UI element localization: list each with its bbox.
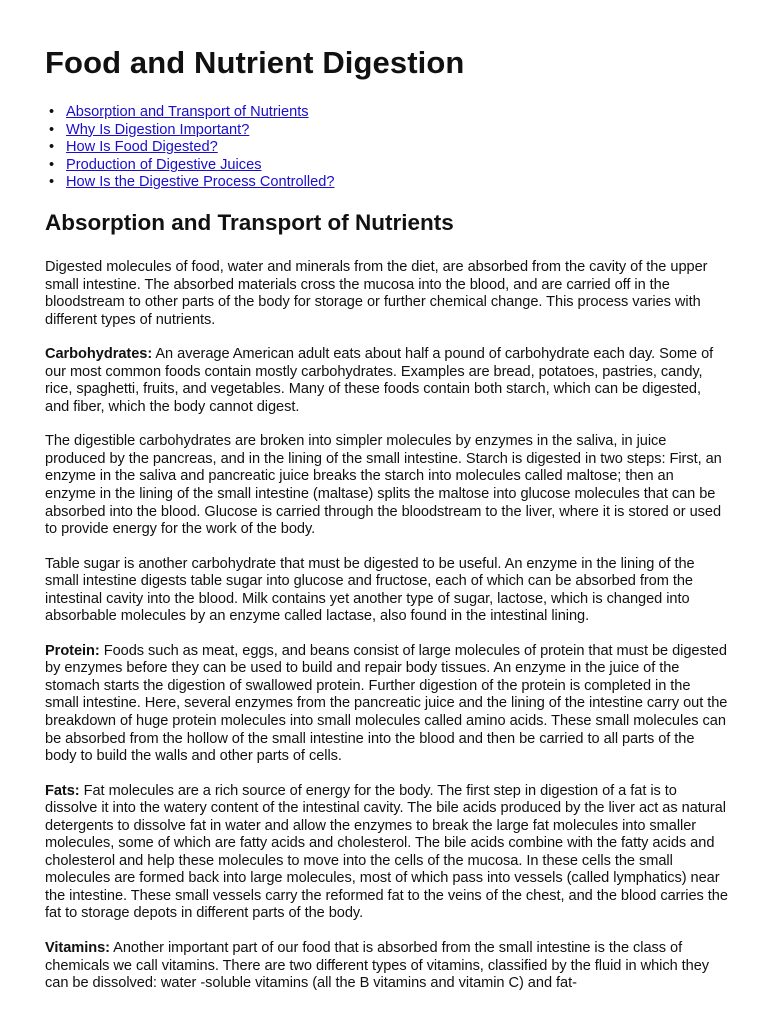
section-heading: Absorption and Transport of Nutrients [45, 209, 454, 235]
toc-link-process-controlled[interactable]: How Is the Digestive Process Controlled? [66, 174, 335, 191]
paragraph-intro: Digested molecules of food, water and minerals from the diet, are absorbed from the cavity of the upper small intestine. The absorbed materials cross the mucosa into the blood, and are carried off in the bloodstream to other parts of the body for storage or further chemical change. This process varies with different types of nutrients. [45, 258, 708, 328]
table-of-contents [45, 104, 728, 192]
paragraph-fats [45, 783, 728, 923]
vitamins-text: Another important part of our food that is absorbed from the small intestine is the class of chemicals we call vitamins. There are two different types of vitamins, classified by the fluid in which they can be dissolved: water -soluble vitamins (all the B vitamins and vitamin C) and fat- [45, 940, 710, 992]
toc-item [49, 104, 728, 122]
fats-text: Fat molecules are a rich source of energy for the body. The first step in digestion of a fat is to dissolve it into the watery content of the intestinal cavity. The bile acids produced by the liver act as natural detergents to dissolve fat in water and allow the enzymes to break the large fat molecules into smaller molecules, some of which are fatty acids and cholesterol. The bile acids combine with the fatty acids and cholesterol and help these molecules to move into the cells of the mucosa. In these cells the small molecules are formed back into large molecules, most of which pass into vessels (called lymphatics) near the intestine. These small vessels carry the reformed fat to the veins of the chest, and the blood carries the fat to storage depots in different parts of the body. [45, 782, 728, 922]
bullet-icon: • [49, 121, 55, 138]
paragraph-vitamins [45, 940, 728, 993]
fats-label: Fats: [45, 782, 80, 799]
paragraph-digestible: The digestible carbohydrates are broken into simpler molecules by enzymes in the saliva, in juice produced by the pancreas, and in the lining of the small intestine. Starch is digested in two steps: First, an enzyme in the saliva and pancreatic juice breaks the starch into molecules called maltose; then an enzyme in the lining of the small intestine (maltase) splits the maltose into glucose molecules that can be absorbed into the blood. Glucose is carried through the bloodstream to the liver, where it is stored or used to provide energy for the work of the body. [45, 433, 722, 538]
protein-label: Protein: [45, 642, 100, 659]
toc-item [49, 122, 728, 140]
bullet-icon: • [49, 139, 55, 156]
paragraph-table-sugar: Table sugar is another carbohydrate that must be digested to be useful. An enzyme in the lining of the small intestine digests table sugar into glucose and fructose, each of which can be absorbed from the intestinal cavity into the blood. Milk contains yet another type of sugar, lactose, which is changed into absorbable molecules by an enzyme called lactase, also found in the intestinal lining. [45, 555, 695, 625]
carbohydrates-label: Carbohydrates: [45, 346, 153, 363]
protein-text: Foods such as meat, eggs, and beans consist of large molecules of protein that must be digested by enzymes before they can be used to build and repair body tissues. An enzyme in the juice of the stomach starts the digestion of swallowed protein. Further digestion of the protein is completed in the small intestine. Here, several enzymes from the pancreatic juice and the lining of the intestine carry out the breakdown of huge protein molecules into small molecules called amino acids. These small molecules can be absorbed from the hollow of the small intestine into the blood and then be carried to all parts of the body to build the walls and other parts of cells. [45, 642, 728, 765]
toc-item [49, 157, 728, 175]
toc-link-digestive-juices[interactable]: Production of Digestive Juices [66, 156, 262, 173]
bullet-icon: • [49, 104, 55, 120]
paragraph-protein [45, 643, 728, 766]
toc-item [49, 139, 728, 157]
bullet-icon: • [49, 156, 55, 173]
bullet-icon: • [49, 174, 55, 191]
page-title: Food and Nutrient Digestion [45, 45, 465, 80]
toc-link-absorption[interactable]: Absorption and Transport of Nutrients [66, 104, 309, 120]
toc-link-why-important[interactable]: Why Is Digestion Important? [66, 121, 250, 138]
vitamins-label: Vitamins: [45, 940, 110, 957]
paragraph-carbohydrates [45, 346, 728, 416]
toc-link-how-digested[interactable]: How Is Food Digested? [66, 139, 218, 156]
toc-item [49, 174, 728, 192]
carbohydrates-text: An average American adult eats about half a pound of carbohydrate each day. Some of our most common foods contain mostly carbohydrates. Examples are bread, potatoes, pastries, candy, rice, spaghetti, fruits, and vegetables. Many of these foods contain both starch, which can be digested, and fiber, which the body cannot digest. [45, 346, 714, 415]
